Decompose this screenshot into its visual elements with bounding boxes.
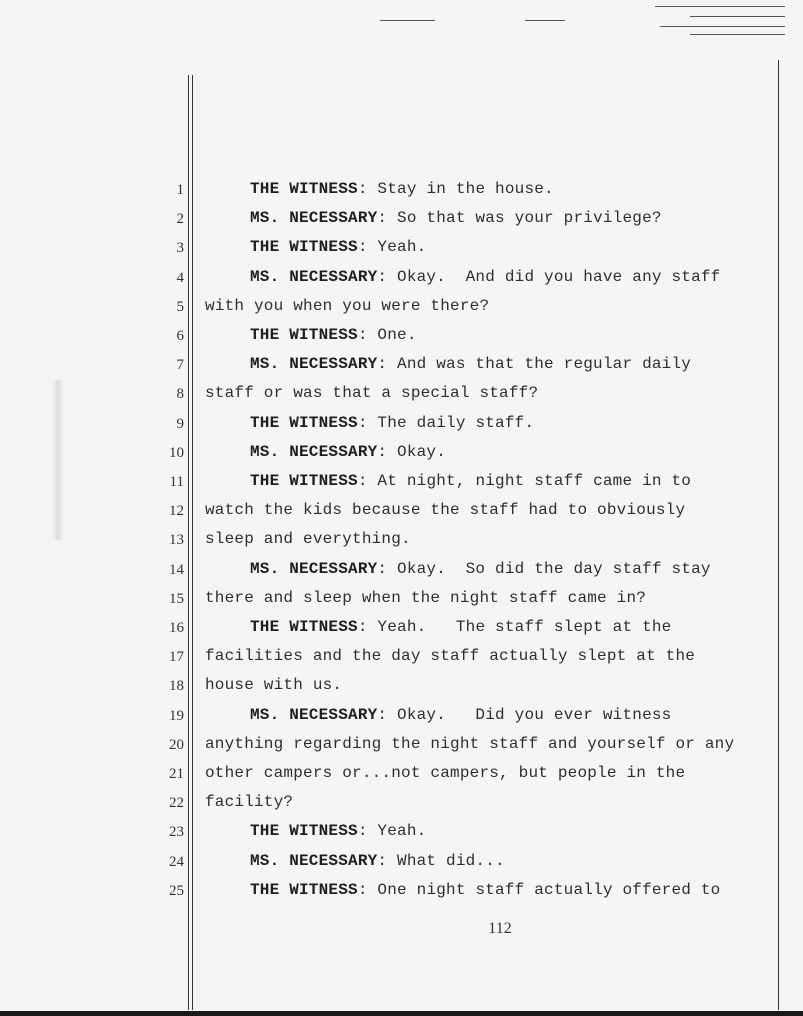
speaker-label: MS. NECESSARY — [250, 443, 378, 461]
scan-mark — [655, 6, 785, 7]
line-text: watch the kids because the staff had to obviously — [205, 501, 686, 519]
transcript-line — [205, 647, 780, 665]
line-number: 9 — [176, 416, 184, 432]
speaker-label: THE WITNESS — [250, 822, 358, 840]
line-number: 7 — [176, 357, 184, 373]
transcript-line — [250, 852, 780, 870]
transcript-line — [250, 443, 780, 461]
speaker-label: THE WITNESS — [250, 618, 358, 636]
line-text: : The daily staff. — [357, 414, 535, 432]
transcript-line — [250, 414, 780, 432]
line-text: : Okay. — [377, 443, 447, 461]
speaker-label: THE WITNESS — [250, 472, 358, 490]
line-text: : So that was your privilege? — [377, 209, 662, 227]
transcript-line — [205, 735, 780, 753]
line-number: 10 — [169, 445, 184, 461]
transcript-line — [205, 676, 780, 694]
line-number: 6 — [176, 328, 184, 344]
speaker-label: MS. NECESSARY — [250, 209, 378, 227]
line-number: 12 — [169, 503, 184, 519]
line-text: facilities and the day staff actually slept at the — [205, 647, 696, 665]
line-number: 15 — [169, 591, 184, 607]
speaker-label: THE WITNESS — [250, 326, 358, 344]
transcript-line — [250, 472, 780, 490]
line-number: 4 — [176, 270, 184, 286]
line-text: other campers or...not campers, but people in the — [205, 764, 686, 782]
line-text: : Stay in the house. — [357, 180, 554, 198]
transcript-line — [205, 589, 780, 607]
line-number: 5 — [176, 299, 184, 315]
line-number: 14 — [169, 562, 184, 578]
line-text: : Yeah. — [357, 238, 427, 256]
speaker-label: THE WITNESS — [250, 180, 358, 198]
transcript-line — [250, 881, 780, 899]
transcript-line — [250, 822, 780, 840]
line-text: staff or was that a special staff? — [205, 384, 539, 402]
line-text: : Yeah. — [357, 822, 427, 840]
line-text: with you when you were there? — [205, 297, 490, 315]
left-margin-rule — [188, 75, 189, 1010]
line-number: 17 — [169, 649, 184, 665]
line-text: house with us. — [205, 676, 343, 694]
line-number: 20 — [169, 737, 184, 753]
transcript-line — [250, 618, 780, 636]
line-number: 1 — [176, 182, 184, 198]
line-number: 21 — [169, 766, 184, 782]
line-number: 19 — [169, 708, 184, 724]
speaker-label: MS. NECESSARY — [250, 852, 378, 870]
left-margin-rule — [192, 75, 193, 1010]
scan-mark — [525, 20, 565, 21]
line-text: : One night staff actually offered to — [357, 881, 721, 899]
scan-bottom-edge — [0, 1011, 803, 1016]
scan-mark — [690, 34, 785, 35]
transcript-line — [205, 501, 780, 519]
line-text: there and sleep when the night staff came in? — [205, 589, 647, 607]
line-text: : Okay. And did you have any staff — [377, 268, 721, 286]
line-text: : And was that the regular daily — [377, 355, 692, 373]
line-text: : Yeah. The staff slept at the — [357, 618, 672, 636]
speaker-label: MS. NECESSARY — [250, 355, 378, 373]
line-number: 2 — [176, 211, 184, 227]
line-text: sleep and everything. — [205, 530, 411, 548]
line-text: facility? — [205, 793, 294, 811]
line-number: 23 — [169, 824, 184, 840]
transcript-line — [205, 297, 780, 315]
line-number: 3 — [176, 240, 184, 256]
speaker-label: THE WITNESS — [250, 414, 358, 432]
line-number: 13 — [169, 532, 184, 548]
line-number: 22 — [169, 795, 184, 811]
scan-mark — [660, 26, 785, 27]
transcript-line — [250, 326, 780, 344]
line-number: 18 — [169, 678, 184, 694]
speaker-label: MS. NECESSARY — [250, 268, 378, 286]
transcript-line — [250, 560, 780, 578]
page-number: 112 — [488, 920, 512, 937]
transcript-line — [250, 706, 780, 724]
transcript-line — [250, 268, 780, 286]
transcript-line — [205, 764, 780, 782]
scan-mark — [690, 16, 785, 17]
speaker-label: MS. NECESSARY — [250, 706, 378, 724]
transcript-line — [250, 180, 780, 198]
transcript-line — [250, 209, 780, 227]
transcript-line — [205, 530, 780, 548]
scan-smudge — [52, 380, 64, 540]
line-number: 8 — [176, 386, 184, 402]
line-number: 11 — [169, 474, 184, 490]
line-text: : At night, night staff came in to — [357, 472, 692, 490]
transcript-line — [205, 793, 780, 811]
speaker-label: THE WITNESS — [250, 881, 358, 899]
line-text: : Okay. Did you ever witness — [377, 706, 672, 724]
transcript-line — [250, 238, 780, 256]
line-text: anything regarding the night staff and yourself or any — [205, 735, 735, 753]
transcript-line — [205, 384, 780, 402]
speaker-label: MS. NECESSARY — [250, 560, 378, 578]
line-text: : One. — [357, 326, 417, 344]
line-number: 24 — [169, 854, 184, 870]
scan-mark — [380, 20, 435, 21]
speaker-label: THE WITNESS — [250, 238, 358, 256]
line-number: 25 — [169, 883, 184, 899]
line-text: : Okay. So did the day staff stay — [377, 560, 711, 578]
line-text: : What did... — [377, 852, 505, 870]
line-number: 16 — [169, 620, 184, 636]
transcript-line — [250, 355, 780, 373]
